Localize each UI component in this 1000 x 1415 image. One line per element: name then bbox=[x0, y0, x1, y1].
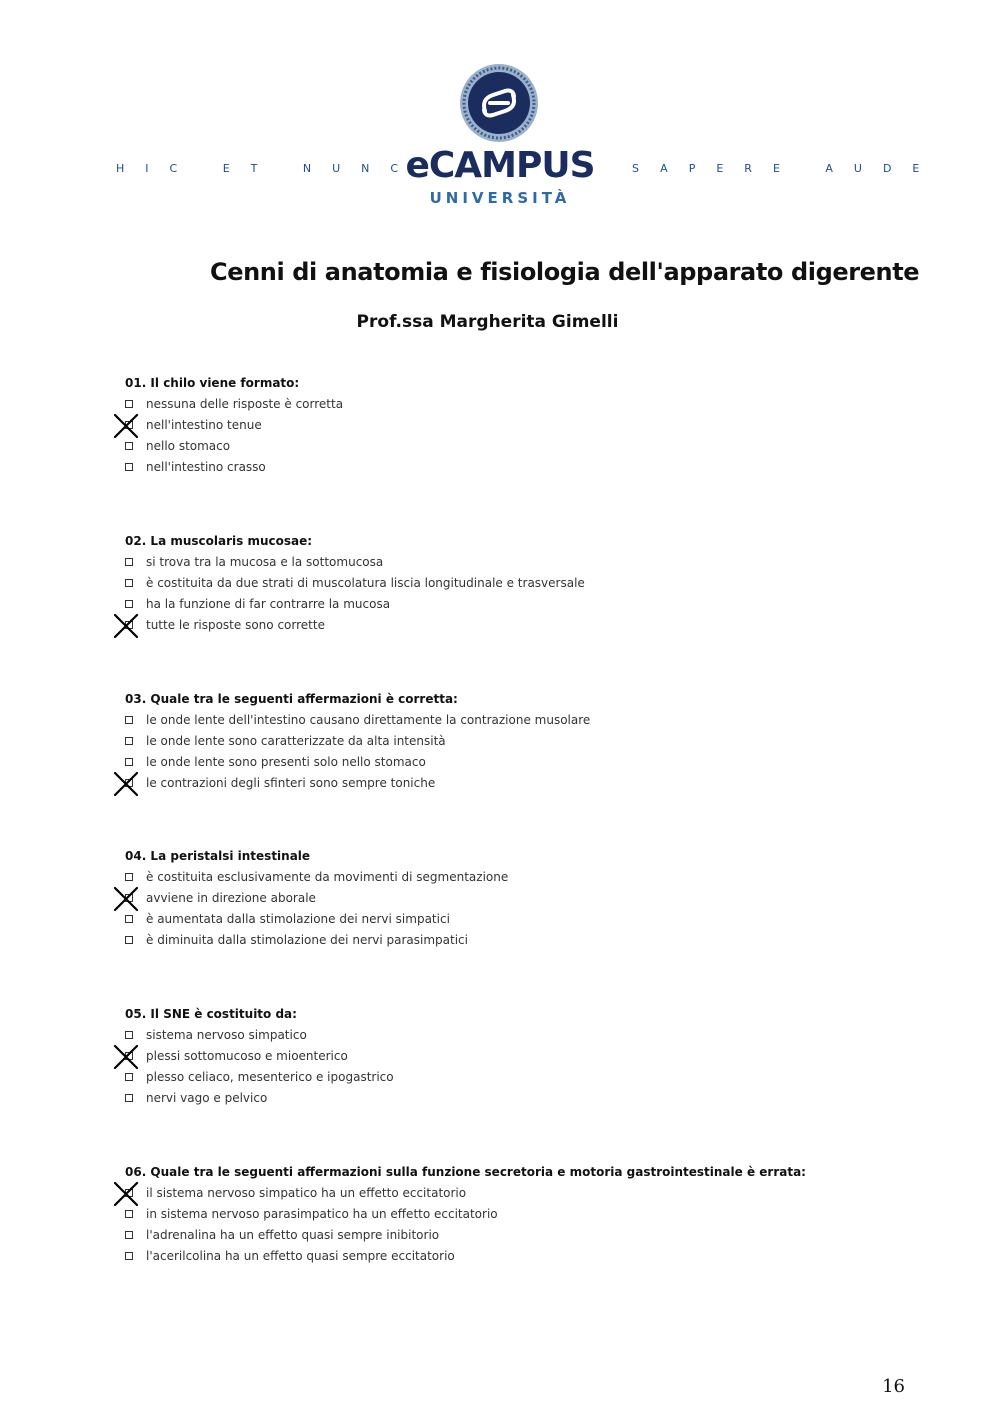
answer-option[interactable] bbox=[125, 1207, 885, 1228]
cross-mark-icon bbox=[113, 413, 139, 439]
option-label: tutte le risposte sono corrette bbox=[146, 618, 325, 632]
university-seal-icon bbox=[459, 63, 539, 143]
answer-option[interactable] bbox=[125, 891, 885, 912]
answer-option[interactable] bbox=[125, 1228, 885, 1249]
checkbox[interactable] bbox=[125, 1231, 133, 1239]
checkbox[interactable] bbox=[125, 400, 133, 408]
option-label: in sistema nervoso parasimpatico ha un effetto eccitatorio bbox=[146, 1207, 498, 1221]
answer-option[interactable] bbox=[125, 1028, 885, 1049]
option-label: si trova tra la mucosa e la sottomucosa bbox=[146, 555, 384, 569]
checkbox[interactable] bbox=[125, 716, 133, 724]
answer-option[interactable] bbox=[125, 1249, 885, 1270]
checkbox[interactable] bbox=[125, 463, 133, 471]
question-text: 05. Il SNE è costituito da: bbox=[125, 1007, 297, 1021]
motto-left: HIC ET NUNC bbox=[116, 162, 420, 175]
option-label: sistema nervoso simpatico bbox=[146, 1028, 307, 1042]
answer-option[interactable] bbox=[125, 1070, 885, 1091]
answer-option[interactable] bbox=[125, 755, 885, 776]
option-label: nell'intestino crasso bbox=[146, 460, 266, 474]
answer-option[interactable] bbox=[125, 734, 885, 755]
option-label: nello stomaco bbox=[146, 439, 231, 453]
question-block bbox=[125, 692, 885, 797]
answer-option[interactable] bbox=[125, 555, 885, 576]
option-label: plesso celiaco, mesenterico e ipogastrico bbox=[146, 1070, 394, 1084]
checkbox[interactable] bbox=[125, 1210, 133, 1218]
checkbox[interactable] bbox=[125, 579, 133, 587]
answer-option[interactable] bbox=[125, 1091, 885, 1112]
document-title: Cenni di anatomia e fisiologia dell'apparato digerente bbox=[210, 258, 920, 286]
checkbox[interactable] bbox=[125, 1031, 133, 1039]
option-label: l'acerilcolina ha un effetto quasi sempre eccitatorio bbox=[146, 1249, 455, 1263]
cross-mark-icon bbox=[113, 771, 139, 797]
option-label: ha la funzione di far contrarre la mucosa bbox=[146, 597, 391, 611]
answer-option[interactable] bbox=[125, 713, 885, 734]
checkbox[interactable] bbox=[125, 558, 133, 566]
answer-option[interactable] bbox=[125, 439, 885, 460]
option-label: l'adrenalina ha un effetto quasi sempre inibitorio bbox=[146, 1228, 440, 1242]
answer-option[interactable] bbox=[125, 933, 885, 954]
option-label: le onde lente sono caratterizzate da alta intensità bbox=[146, 734, 446, 748]
checkbox[interactable] bbox=[125, 758, 133, 766]
logo-subtitle: UNIVERSITÀ bbox=[429, 189, 571, 207]
question-text: 04. La peristalsi intestinale bbox=[125, 849, 311, 863]
option-label: è aumentata dalla stimolazione dei nervi simpatici bbox=[146, 912, 450, 926]
checkbox[interactable] bbox=[125, 1073, 133, 1081]
cross-mark-icon bbox=[113, 613, 139, 639]
checkbox[interactable] bbox=[125, 873, 133, 881]
document-author: Prof.ssa Margherita Gimelli bbox=[356, 312, 619, 332]
question-text: 01. Il chilo viene formato: bbox=[125, 376, 300, 390]
checkbox[interactable] bbox=[125, 915, 133, 923]
answer-option[interactable] bbox=[125, 870, 885, 891]
option-label: nessuna delle risposte è corretta bbox=[146, 397, 344, 411]
option-label: il sistema nervoso simpatico ha un effetto eccitatorio bbox=[146, 1186, 467, 1200]
option-label: è costituita esclusivamente da movimenti di segmentazione bbox=[146, 870, 509, 884]
page-header bbox=[0, 0, 1000, 220]
cross-mark-icon bbox=[113, 1044, 139, 1070]
answer-option[interactable] bbox=[125, 576, 885, 597]
option-label: è diminuita dalla stimolazione dei nervi parasimpatici bbox=[146, 933, 468, 947]
answer-option[interactable] bbox=[125, 418, 885, 439]
option-label: nell'intestino tenue bbox=[146, 418, 262, 432]
checkbox[interactable] bbox=[125, 442, 133, 450]
question-block bbox=[125, 376, 885, 481]
checkbox[interactable] bbox=[125, 737, 133, 745]
answer-option[interactable] bbox=[125, 597, 885, 618]
page-number: 16 bbox=[882, 1376, 905, 1397]
question-block bbox=[125, 1165, 885, 1270]
question-text: 03. Quale tra le seguenti affermazioni è corretta: bbox=[125, 692, 458, 706]
option-label: plessi sottomucoso e mioenterico bbox=[146, 1049, 348, 1063]
option-label: è costituita da due strati di muscolatura liscia longitudinale e trasversale bbox=[146, 576, 585, 590]
question-text: 02. La muscolaris mucosae: bbox=[125, 534, 313, 548]
question-block bbox=[125, 534, 885, 639]
logo-wordmark: eCAMPUS bbox=[405, 145, 595, 186]
answer-option[interactable] bbox=[125, 1049, 885, 1070]
option-label: avviene in direzione aborale bbox=[146, 891, 316, 905]
option-label: le onde lente sono presenti solo nello stomaco bbox=[146, 755, 426, 769]
answer-option[interactable] bbox=[125, 618, 885, 639]
checkbox[interactable] bbox=[125, 1094, 133, 1102]
option-label: le contrazioni degli sfinteri sono sempre toniche bbox=[146, 776, 436, 790]
option-label: le onde lente dell'intestino causano direttamente la contrazione musolare bbox=[146, 713, 591, 727]
answer-option[interactable] bbox=[125, 1186, 885, 1207]
answer-option[interactable] bbox=[125, 460, 885, 481]
motto-right: SAPERE AUDE bbox=[632, 162, 941, 175]
checkbox[interactable] bbox=[125, 936, 133, 944]
cross-mark-icon bbox=[113, 886, 139, 912]
answer-option[interactable] bbox=[125, 397, 885, 418]
checkbox[interactable] bbox=[125, 600, 133, 608]
checkbox[interactable] bbox=[125, 1252, 133, 1260]
option-label: nervi vago e pelvico bbox=[146, 1091, 268, 1105]
question-block bbox=[125, 849, 885, 954]
question-block bbox=[125, 1007, 885, 1112]
answer-option[interactable] bbox=[125, 912, 885, 933]
question-text: 06. Quale tra le seguenti affermazioni sulla funzione secretoria e motoria gastrointestinale è errata: bbox=[125, 1165, 806, 1179]
answer-option[interactable] bbox=[125, 776, 885, 797]
cross-mark-icon bbox=[113, 1181, 139, 1207]
